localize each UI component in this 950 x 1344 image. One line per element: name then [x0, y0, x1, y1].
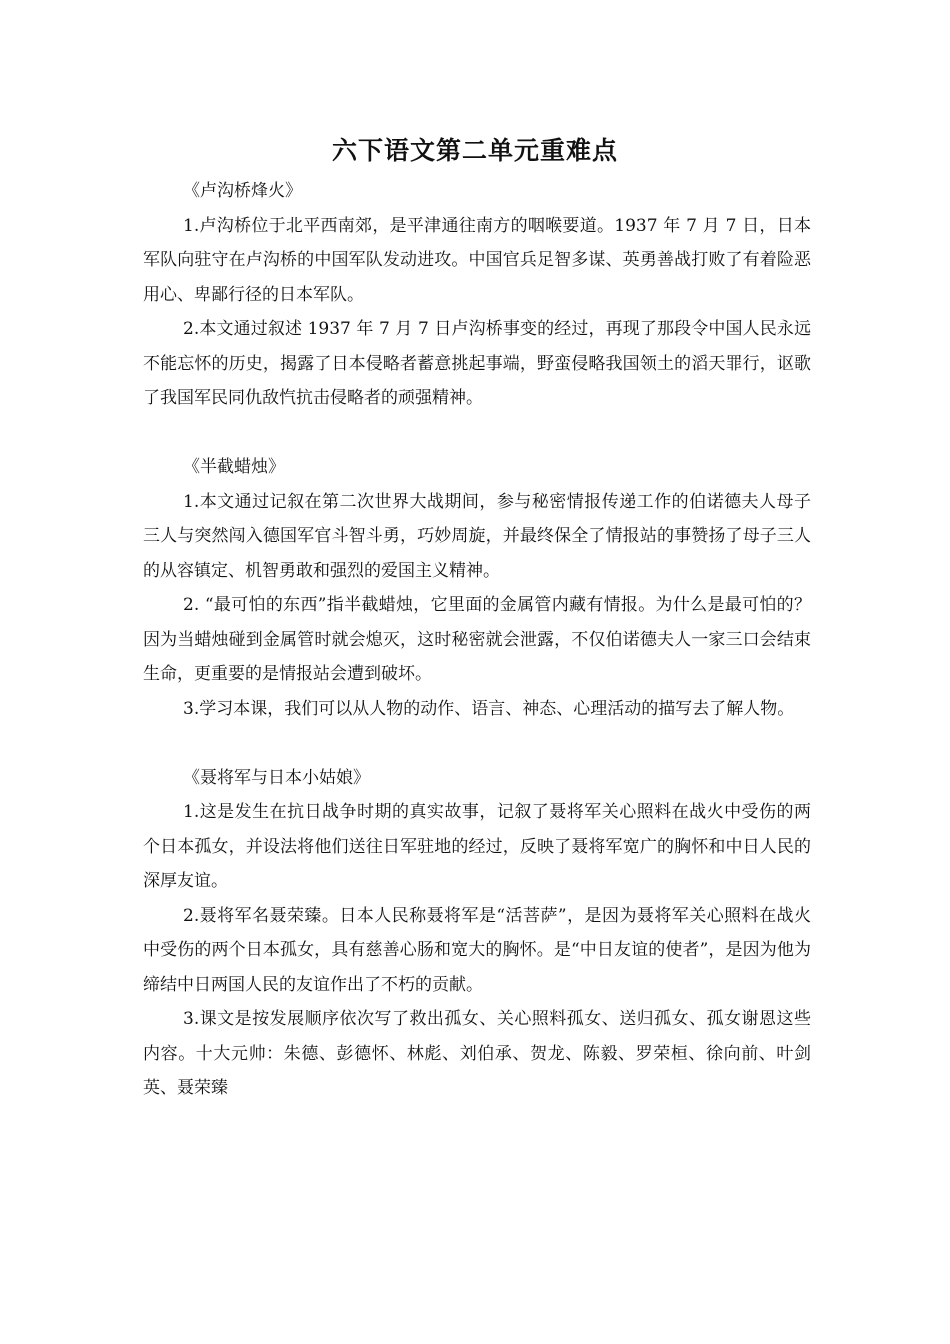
section-lugouqiao: [143, 174, 811, 416]
section-banjie-lazhu: [143, 450, 811, 726]
section-heading: 《卢沟桥烽火》: [183, 181, 302, 201]
document-body: [143, 174, 811, 1106]
section-nie-jiangjun: [143, 761, 811, 1106]
paragraph: 2. “最可怕的东西”指半截蜡烛，它里面的金属管内藏有情报。为什么是最可怕的？因为当蜡烛碰到金属管时就会熄灭，这时秘密就会泄露，不仅伯诺德夫人一家三口会结束生命，更重要的是情报站会遭到破坏。: [143, 595, 811, 684]
paragraph: 1.这是发生在抗日战争时期的真实故事，记叙了聂将军关心照料在战火中受伤的两个日本孤女，并设法将他们送往日军驻地的经过，反映了聂将军宽广的胸怀和中日人民的深厚友谊。: [143, 802, 811, 891]
paragraph: 3.课文是按发展顺序依次写了救出孤女、关心照料孤女、送归孤女、孤女谢恩这些内容。十大元帅：朱德、彭德怀、林彪、刘伯承、贺龙、陈毅、罗荣桓、徐向前、叶剑英、聂荣臻: [143, 1009, 811, 1098]
paragraph: 2.聂将军名聂荣臻。日本人民称聂将军是“活菩萨”，是因为聂将军关心照料在战火中受伤的两个日本孤女，具有慈善心肠和宽大的胸怀。是“中日友谊的使者”，是因为他为缔结中日两国人民的友谊作出了不朽的贡献。: [143, 905, 811, 995]
paragraph: 2.本文通过叙述 1937 年 7 月 7 日卢沟桥事变的经过，再现了那段令中国人民永远不能忘怀的历史，揭露了日本侵略者蓄意挑起事端，野蛮侵略我国领土的滔天罪行，讴歌了我国军民同仇敌忾抗击侵略者的顽强精神。: [143, 319, 811, 408]
section-heading: 《聂将军与日本小姑娘》: [183, 767, 370, 788]
paragraph: 3.学习本课，我们可以从人物的动作、语言、神态、心理活动的描写去了解人物。: [183, 698, 795, 719]
section-spacer: [143, 726, 811, 761]
document-title: 六下语文第二单元重难点: [331, 136, 618, 165]
paragraph: 1.卢沟桥位于北平西南郊，是平津通往南方的咽喉要道。1937 年 7 月 7 日，日本军队向驻守在卢沟桥的中国军队发动进攻。中国官兵足智多谋、英勇善战打败了有着险恶用心、卑鄙行径的日本军队。: [143, 215, 811, 305]
section-spacer: [143, 416, 811, 451]
paragraph: 1.本文通过记叙在第二次世界大战期间，参与秘密情报传递工作的伯诺德夫人母子三人与突然闯入德国军官斗智斗勇，巧妙周旋，并最终保全了情报站的事赞扬了母子三人的从容镇定、机智勇敢和强烈的爱国主义精神。: [143, 491, 811, 581]
section-heading: 《半截蜡烛》: [183, 457, 285, 477]
